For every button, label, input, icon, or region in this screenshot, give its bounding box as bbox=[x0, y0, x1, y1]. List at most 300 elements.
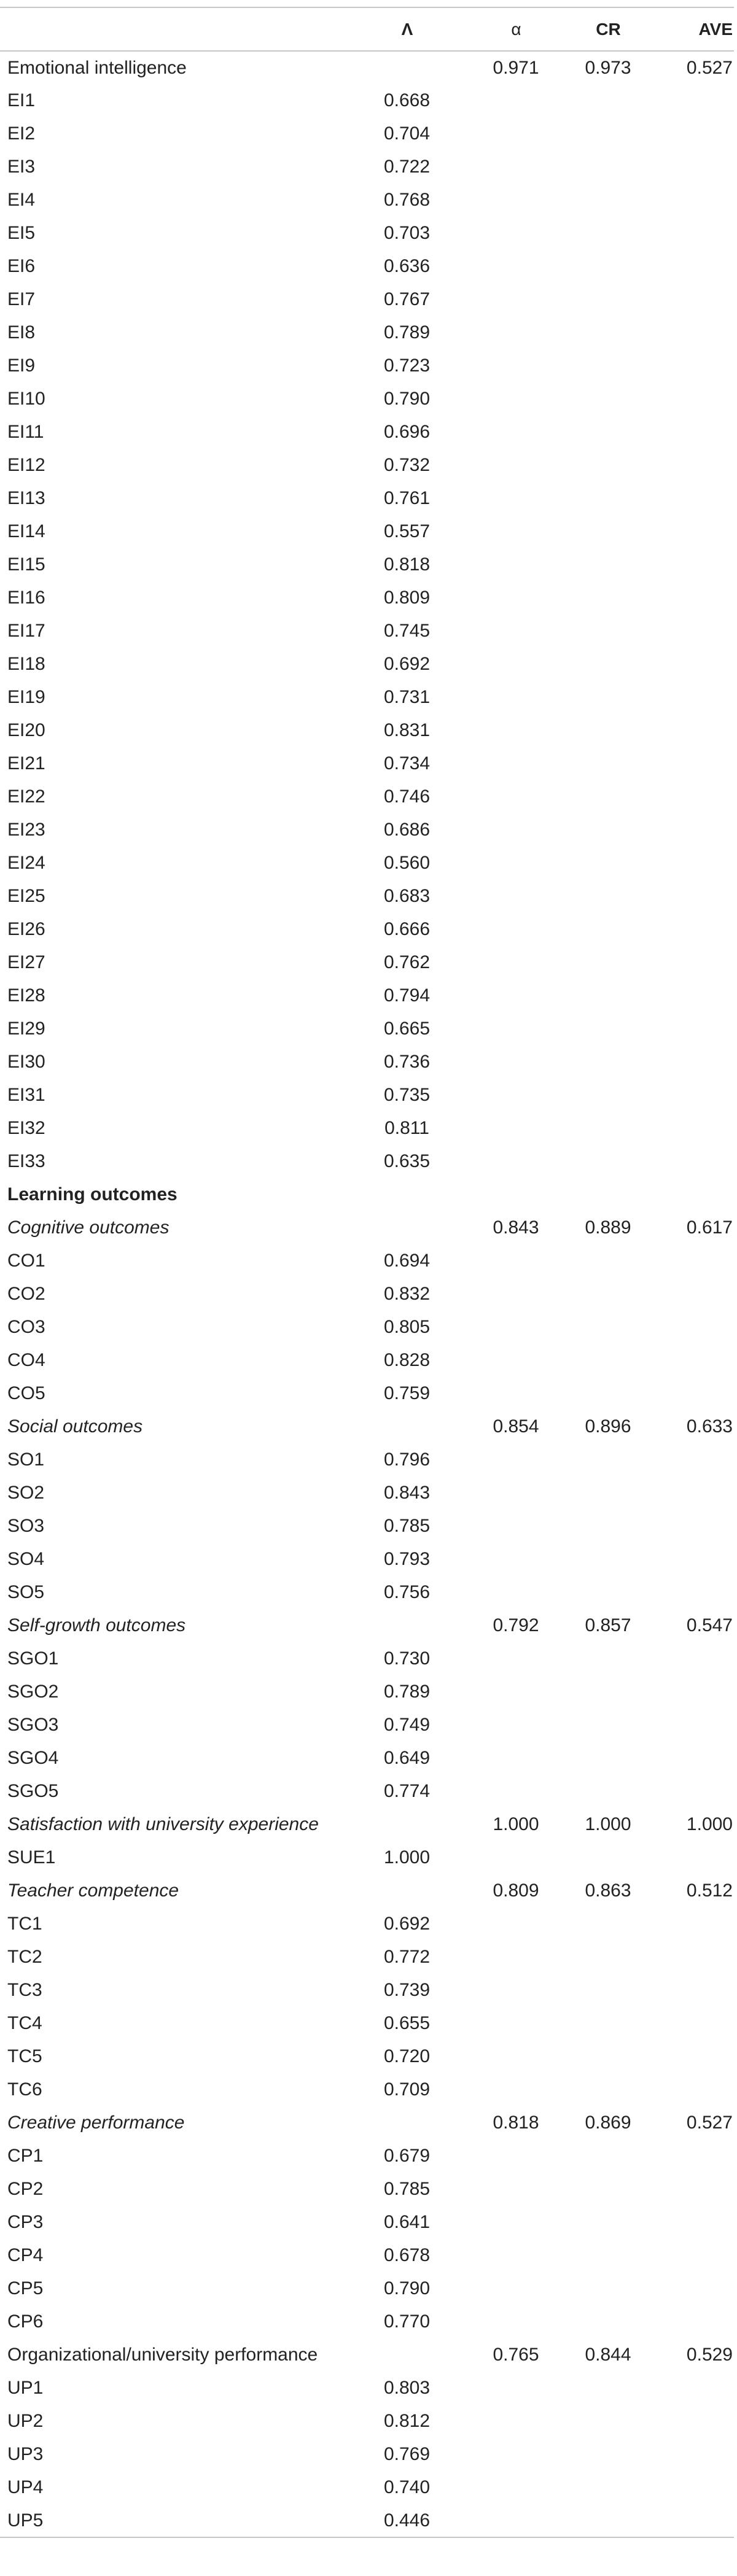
row-alpha-cell bbox=[470, 482, 562, 515]
table-row bbox=[0, 1974, 734, 2007]
row-cr-cell bbox=[562, 1709, 654, 1742]
row-cr-cell bbox=[562, 946, 654, 979]
row-ave-cell bbox=[654, 283, 734, 316]
row-ave-cell bbox=[654, 1742, 734, 1775]
row-name-cell: UP1 bbox=[7, 2378, 44, 2398]
row-alpha-cell: 0.792 bbox=[493, 1615, 539, 1635]
row-cr-cell: 0.844 bbox=[585, 2345, 631, 2365]
row-lambda-cell: 0.636 bbox=[383, 256, 431, 276]
row-alpha-cell bbox=[470, 416, 562, 449]
row-alpha-cell bbox=[470, 1941, 562, 1974]
row-alpha-cell bbox=[470, 946, 562, 979]
row-lambda-cell bbox=[344, 1410, 470, 1443]
row-name-cell: TC2 bbox=[7, 1947, 42, 1967]
row-name-cell: SGO4 bbox=[7, 1748, 59, 1768]
row-alpha-cell bbox=[470, 2073, 562, 2106]
row-name-cell: CP3 bbox=[7, 2212, 44, 2232]
row-lambda-cell: 0.703 bbox=[383, 223, 431, 243]
row-cr-cell bbox=[562, 2471, 654, 2504]
row-cr-cell bbox=[562, 1742, 654, 1775]
row-cr-cell bbox=[562, 482, 654, 515]
row-lambda-cell: 0.789 bbox=[383, 322, 431, 343]
row-ave-cell: 0.512 bbox=[686, 1880, 733, 1901]
table-row bbox=[0, 349, 734, 382]
row-lambda-cell: 0.696 bbox=[383, 422, 431, 442]
row-cr-cell bbox=[562, 1344, 654, 1377]
row-alpha-cell bbox=[470, 1742, 562, 1775]
row-ave-cell bbox=[654, 1377, 734, 1410]
row-cr-cell bbox=[562, 979, 654, 1012]
row-cr-cell bbox=[562, 1576, 654, 1609]
table-row bbox=[0, 813, 734, 847]
row-lambda-cell: 0.635 bbox=[383, 1151, 431, 1171]
row-cr-cell: 0.863 bbox=[585, 1880, 631, 1901]
row-name-cell: TC1 bbox=[7, 1914, 42, 1934]
row-alpha-cell bbox=[470, 548, 562, 581]
row-ave-cell bbox=[654, 1278, 734, 1311]
table-row bbox=[0, 2305, 734, 2338]
row-ave-cell bbox=[654, 548, 734, 581]
row-lambda-cell: 0.694 bbox=[383, 1251, 431, 1271]
row-name-cell: EI1 bbox=[7, 90, 36, 111]
row-name-cell: EI15 bbox=[7, 554, 45, 575]
table-row bbox=[0, 1443, 734, 1476]
table-row bbox=[0, 1576, 734, 1609]
row-alpha-cell bbox=[470, 813, 562, 847]
row-lambda-cell: 0.734 bbox=[383, 753, 431, 774]
row-alpha-cell bbox=[470, 84, 562, 117]
row-ave-cell bbox=[654, 184, 734, 217]
row-lambda-cell: 0.679 bbox=[383, 2146, 431, 2166]
row-name-cell: EI27 bbox=[7, 952, 45, 972]
row-lambda-cell: 0.749 bbox=[383, 1715, 431, 1735]
row-lambda-cell: 0.843 bbox=[383, 1483, 431, 1503]
row-ave-cell bbox=[654, 2405, 734, 2438]
row-cr-cell bbox=[562, 283, 654, 316]
row-ave-cell bbox=[654, 2305, 734, 2338]
row-name-cell: EI22 bbox=[7, 786, 45, 807]
row-name-cell: Creative performance bbox=[7, 2112, 185, 2133]
row-cr-cell bbox=[562, 1476, 654, 1510]
row-ave-cell bbox=[654, 780, 734, 813]
row-lambda-cell: 0.641 bbox=[383, 2212, 431, 2232]
row-cr-cell bbox=[562, 184, 654, 217]
header-ave: AVE bbox=[698, 19, 733, 39]
row-alpha-cell bbox=[470, 1709, 562, 1742]
row-lambda-cell: 0.756 bbox=[383, 1582, 431, 1602]
row-name-cell: SO5 bbox=[7, 1582, 45, 1602]
row-alpha-cell bbox=[470, 1974, 562, 2007]
row-cr-cell bbox=[562, 1112, 654, 1145]
row-alpha-cell bbox=[470, 1443, 562, 1476]
table-row bbox=[0, 581, 734, 615]
row-lambda-cell: 0.560 bbox=[383, 853, 431, 873]
row-name-cell: EI20 bbox=[7, 720, 45, 740]
row-cr-cell: 1.000 bbox=[585, 1814, 631, 1834]
row-lambda-cell: 0.761 bbox=[383, 488, 431, 508]
row-name-cell: EI13 bbox=[7, 488, 45, 508]
row-alpha-cell bbox=[470, 184, 562, 217]
row-lambda-cell: 0.692 bbox=[383, 1914, 431, 1934]
row-lambda-cell: 0.683 bbox=[383, 886, 431, 906]
row-name-cell: Organizational/university performance bbox=[7, 2345, 318, 2365]
row-cr-cell bbox=[562, 1046, 654, 1079]
table-row bbox=[0, 283, 734, 316]
table-row bbox=[0, 747, 734, 780]
row-cr-cell: 0.857 bbox=[585, 1615, 631, 1635]
row-lambda-cell: 0.767 bbox=[383, 289, 431, 309]
row-cr-cell bbox=[562, 382, 654, 416]
row-ave-cell bbox=[654, 813, 734, 847]
table-row bbox=[0, 2106, 734, 2140]
row-alpha-cell bbox=[470, 150, 562, 184]
table-row bbox=[0, 2504, 734, 2537]
row-alpha-cell bbox=[470, 1012, 562, 1046]
row-alpha-cell bbox=[470, 847, 562, 880]
row-cr-cell bbox=[562, 2405, 654, 2438]
row-lambda-cell: 0.794 bbox=[383, 985, 431, 1006]
row-name-cell: EI32 bbox=[7, 1118, 45, 1138]
row-cr-cell bbox=[562, 1311, 654, 1344]
row-lambda-cell: 0.655 bbox=[383, 2013, 431, 2033]
row-ave-cell bbox=[654, 1675, 734, 1709]
row-ave-cell bbox=[654, 847, 734, 880]
row-ave-cell bbox=[654, 2140, 734, 2173]
row-alpha-cell bbox=[470, 1079, 562, 1112]
row-name-cell: TC6 bbox=[7, 2079, 42, 2100]
row-name-cell: UP2 bbox=[7, 2411, 44, 2431]
table-row bbox=[0, 84, 734, 117]
row-ave-cell bbox=[654, 84, 734, 117]
table-row bbox=[0, 1145, 734, 1178]
row-cr-cell bbox=[562, 1278, 654, 1311]
row-cr-cell bbox=[562, 2073, 654, 2106]
row-cr-cell bbox=[562, 1841, 654, 1874]
row-lambda-cell: 0.772 bbox=[383, 1947, 431, 1967]
row-cr-cell bbox=[562, 1145, 654, 1178]
row-name-cell: CP4 bbox=[7, 2245, 44, 2265]
row-alpha-cell: 0.971 bbox=[493, 57, 539, 78]
row-cr-cell bbox=[562, 1941, 654, 1974]
row-lambda-cell: 0.796 bbox=[383, 1449, 431, 1470]
row-name-cell: CO2 bbox=[7, 1284, 45, 1304]
row-name-cell: SUE1 bbox=[7, 1847, 56, 1868]
row-name-cell: EI2 bbox=[7, 123, 36, 144]
row-ave-cell bbox=[654, 2438, 734, 2471]
row-name-cell: EI24 bbox=[7, 853, 45, 873]
row-lambda-cell: 0.649 bbox=[383, 1748, 431, 1768]
row-lambda-cell: 0.793 bbox=[383, 1549, 431, 1569]
row-alpha-cell bbox=[470, 2040, 562, 2073]
row-ave-cell bbox=[654, 1642, 734, 1675]
row-name-cell: Self-growth outcomes bbox=[7, 1615, 186, 1635]
row-name-cell: EI8 bbox=[7, 322, 36, 343]
row-alpha-cell bbox=[470, 1543, 562, 1576]
row-ave-cell: 0.547 bbox=[686, 1615, 733, 1635]
row-alpha-cell bbox=[470, 1775, 562, 1808]
row-name-cell: EI26 bbox=[7, 919, 45, 939]
table-row bbox=[0, 1211, 734, 1244]
row-alpha-cell bbox=[470, 2305, 562, 2338]
row-ave-cell bbox=[654, 979, 734, 1012]
row-alpha-cell bbox=[470, 1112, 562, 1145]
row-alpha-cell bbox=[470, 2140, 562, 2173]
row-ave-cell bbox=[654, 2073, 734, 2106]
table-row bbox=[0, 2007, 734, 2040]
table-row bbox=[0, 913, 734, 946]
row-lambda-cell: 1.000 bbox=[383, 1847, 431, 1868]
row-ave-cell bbox=[654, 1941, 734, 1974]
row-cr-cell bbox=[562, 615, 654, 648]
table-row bbox=[0, 1278, 734, 1311]
row-name-cell: CO5 bbox=[7, 1383, 45, 1403]
row-cr-cell bbox=[562, 2239, 654, 2272]
row-cr-cell: 0.889 bbox=[585, 1217, 631, 1238]
row-alpha-cell bbox=[470, 2471, 562, 2504]
row-ave-cell: 0.527 bbox=[686, 57, 733, 78]
row-cr-cell: 0.973 bbox=[585, 57, 631, 78]
table-row bbox=[0, 1311, 734, 1344]
row-name-cell: EI17 bbox=[7, 621, 45, 641]
row-ave-cell bbox=[654, 1443, 734, 1476]
row-alpha-cell bbox=[470, 1244, 562, 1278]
row-name-cell: Social outcomes bbox=[7, 1416, 143, 1437]
row-name-cell: CO1 bbox=[7, 1251, 45, 1271]
row-cr-cell bbox=[562, 2140, 654, 2173]
row-name-cell: Satisfaction with university experience bbox=[7, 1814, 319, 1834]
row-cr-cell bbox=[562, 1012, 654, 1046]
row-cr-cell bbox=[562, 1510, 654, 1543]
table-row bbox=[0, 2173, 734, 2206]
table-row bbox=[0, 2239, 734, 2272]
row-name-cell: EI3 bbox=[7, 157, 36, 177]
row-lambda-cell: 0.745 bbox=[383, 621, 431, 641]
row-lambda-cell: 0.666 bbox=[383, 919, 431, 939]
table-row bbox=[0, 1709, 734, 1742]
row-ave-cell: 1.000 bbox=[686, 1814, 733, 1834]
row-lambda-cell: 0.668 bbox=[383, 90, 431, 111]
row-ave-cell bbox=[654, 349, 734, 382]
row-cr-cell bbox=[562, 217, 654, 250]
row-name-cell: EI31 bbox=[7, 1085, 45, 1105]
table-row bbox=[0, 2073, 734, 2106]
row-ave-cell: 0.633 bbox=[686, 1416, 733, 1437]
table-row bbox=[0, 1775, 734, 1808]
row-ave-cell: 0.527 bbox=[686, 2112, 733, 2133]
row-name-cell: CO3 bbox=[7, 1317, 45, 1337]
row-alpha-cell: 0.818 bbox=[493, 2112, 539, 2133]
row-lambda-cell: 0.785 bbox=[383, 1516, 431, 1536]
row-lambda-cell: 0.759 bbox=[383, 1383, 431, 1403]
row-name-cell: SGO3 bbox=[7, 1715, 59, 1735]
row-alpha-cell bbox=[470, 1642, 562, 1675]
row-alpha-cell bbox=[470, 913, 562, 946]
row-alpha-cell bbox=[470, 1907, 562, 1941]
row-name-cell: EI12 bbox=[7, 455, 45, 475]
row-alpha-cell bbox=[470, 117, 562, 150]
row-name-cell: TC4 bbox=[7, 2013, 42, 2033]
row-alpha-cell bbox=[470, 1278, 562, 1311]
row-lambda-cell: 0.709 bbox=[383, 2079, 431, 2100]
row-alpha-cell bbox=[470, 1476, 562, 1510]
table-row bbox=[0, 416, 734, 449]
row-alpha-cell: 0.854 bbox=[493, 1416, 539, 1437]
table-row bbox=[0, 1079, 734, 1112]
row-name-cell: EI29 bbox=[7, 1018, 45, 1039]
row-ave-cell bbox=[654, 1311, 734, 1344]
table-row bbox=[0, 515, 734, 548]
row-cr-cell bbox=[562, 1244, 654, 1278]
row-lambda-cell bbox=[344, 2106, 470, 2140]
table-row bbox=[0, 2438, 734, 2471]
table-row bbox=[0, 1046, 734, 1079]
table-row bbox=[0, 2140, 734, 2173]
row-ave-cell bbox=[654, 880, 734, 913]
row-lambda-cell bbox=[344, 1609, 470, 1642]
row-ave-cell bbox=[654, 1543, 734, 1576]
row-name-cell: EI14 bbox=[7, 521, 45, 541]
row-ave-cell bbox=[654, 1476, 734, 1510]
row-name-cell: EI23 bbox=[7, 820, 45, 840]
row-cr-cell bbox=[562, 648, 654, 681]
row-cr-cell bbox=[562, 1642, 654, 1675]
row-alpha-cell bbox=[470, 2504, 562, 2537]
table-row bbox=[0, 648, 734, 681]
table-row bbox=[0, 1642, 734, 1675]
row-alpha-cell bbox=[470, 979, 562, 1012]
row-ave-cell bbox=[654, 217, 734, 250]
row-lambda-cell: 0.818 bbox=[383, 554, 431, 575]
row-name-cell: UP5 bbox=[7, 2510, 44, 2531]
table-row bbox=[0, 316, 734, 349]
row-name-cell: CO4 bbox=[7, 1350, 45, 1370]
table-row bbox=[0, 946, 734, 979]
row-name-cell: EI30 bbox=[7, 1052, 45, 1072]
table-row bbox=[0, 1112, 734, 1145]
row-alpha-cell bbox=[470, 283, 562, 316]
row-cr-cell bbox=[562, 581, 654, 615]
row-cr-cell bbox=[562, 1443, 654, 1476]
row-name-cell: SO3 bbox=[7, 1516, 45, 1536]
row-alpha-cell bbox=[470, 1510, 562, 1543]
row-lambda-cell: 0.723 bbox=[383, 355, 431, 376]
row-name-cell: CP5 bbox=[7, 2278, 44, 2299]
row-cr-cell bbox=[562, 1178, 654, 1211]
row-ave-cell bbox=[654, 382, 734, 416]
row-alpha-cell bbox=[470, 1841, 562, 1874]
row-name-cell: CP2 bbox=[7, 2179, 44, 2199]
row-name-cell: EI33 bbox=[7, 1151, 45, 1171]
row-ave-cell bbox=[654, 946, 734, 979]
row-lambda-cell: 0.704 bbox=[383, 123, 431, 144]
row-alpha-cell bbox=[470, 747, 562, 780]
row-ave-cell bbox=[654, 1145, 734, 1178]
row-cr-cell bbox=[562, 1775, 654, 1808]
row-alpha-cell bbox=[470, 1377, 562, 1410]
table-row bbox=[0, 1543, 734, 1576]
row-alpha-cell bbox=[470, 880, 562, 913]
row-lambda-cell: 0.828 bbox=[383, 1350, 431, 1370]
row-cr-cell bbox=[562, 2372, 654, 2405]
row-ave-cell bbox=[654, 1079, 734, 1112]
row-alpha-cell bbox=[470, 349, 562, 382]
row-alpha-cell bbox=[470, 2438, 562, 2471]
row-cr-cell bbox=[562, 780, 654, 813]
row-cr-cell bbox=[562, 2438, 654, 2471]
table-row bbox=[0, 1609, 734, 1642]
row-cr-cell: 0.869 bbox=[585, 2112, 631, 2133]
row-name-cell: TC5 bbox=[7, 2046, 42, 2066]
table-row bbox=[0, 184, 734, 217]
table-row bbox=[0, 1377, 734, 1410]
row-cr-cell bbox=[562, 2040, 654, 2073]
row-alpha-cell bbox=[470, 250, 562, 283]
row-name-cell: Cognitive outcomes bbox=[7, 1217, 170, 1238]
table-row bbox=[0, 1808, 734, 1841]
row-lambda-cell: 0.774 bbox=[383, 1781, 431, 1801]
header-row bbox=[0, 7, 734, 51]
row-cr-cell bbox=[562, 913, 654, 946]
row-lambda-cell: 0.811 bbox=[384, 1118, 429, 1138]
row-alpha-cell bbox=[470, 217, 562, 250]
row-lambda-cell bbox=[344, 1808, 470, 1841]
row-alpha-cell bbox=[470, 1178, 562, 1211]
row-ave-cell bbox=[654, 2471, 734, 2504]
row-alpha-cell bbox=[470, 581, 562, 615]
row-cr-cell bbox=[562, 847, 654, 880]
row-lambda-cell: 0.805 bbox=[383, 1317, 431, 1337]
row-lambda-cell: 0.557 bbox=[383, 521, 431, 541]
row-alpha-cell bbox=[470, 2206, 562, 2239]
row-alpha-cell bbox=[470, 1046, 562, 1079]
table-row bbox=[0, 1907, 734, 1941]
row-lambda-cell: 0.790 bbox=[383, 389, 431, 409]
row-ave-cell bbox=[654, 648, 734, 681]
table-row bbox=[0, 1874, 734, 1907]
table-row bbox=[0, 482, 734, 515]
table-row bbox=[0, 1178, 734, 1211]
row-lambda-cell bbox=[344, 1178, 470, 1211]
table-row bbox=[0, 150, 734, 184]
row-name-cell: UP4 bbox=[7, 2477, 44, 2497]
row-lambda-cell: 0.785 bbox=[383, 2179, 431, 2199]
table-row bbox=[0, 217, 734, 250]
row-cr-cell bbox=[562, 1377, 654, 1410]
table-row bbox=[0, 1410, 734, 1443]
row-lambda-cell: 0.446 bbox=[383, 2510, 431, 2531]
row-name-cell: EI21 bbox=[7, 753, 45, 774]
row-cr-cell bbox=[562, 1079, 654, 1112]
row-ave-cell bbox=[654, 2206, 734, 2239]
row-cr-cell bbox=[562, 2007, 654, 2040]
row-alpha-cell: 1.000 bbox=[493, 1814, 539, 1834]
row-name-cell: EI5 bbox=[7, 223, 36, 243]
table-header bbox=[0, 7, 734, 51]
row-cr-cell bbox=[562, 84, 654, 117]
table-row bbox=[0, 51, 734, 84]
row-cr-cell: 0.896 bbox=[585, 1416, 631, 1437]
table-row bbox=[0, 681, 734, 714]
row-name-cell: EI11 bbox=[7, 422, 44, 442]
row-name-cell: EI28 bbox=[7, 985, 45, 1006]
row-ave-cell bbox=[654, 1344, 734, 1377]
row-cr-cell bbox=[562, 416, 654, 449]
row-ave-cell bbox=[654, 250, 734, 283]
row-ave-cell bbox=[654, 117, 734, 150]
table-row bbox=[0, 1476, 734, 1510]
row-lambda-cell: 0.789 bbox=[383, 1682, 431, 1702]
row-lambda-cell: 0.739 bbox=[383, 1980, 431, 2000]
